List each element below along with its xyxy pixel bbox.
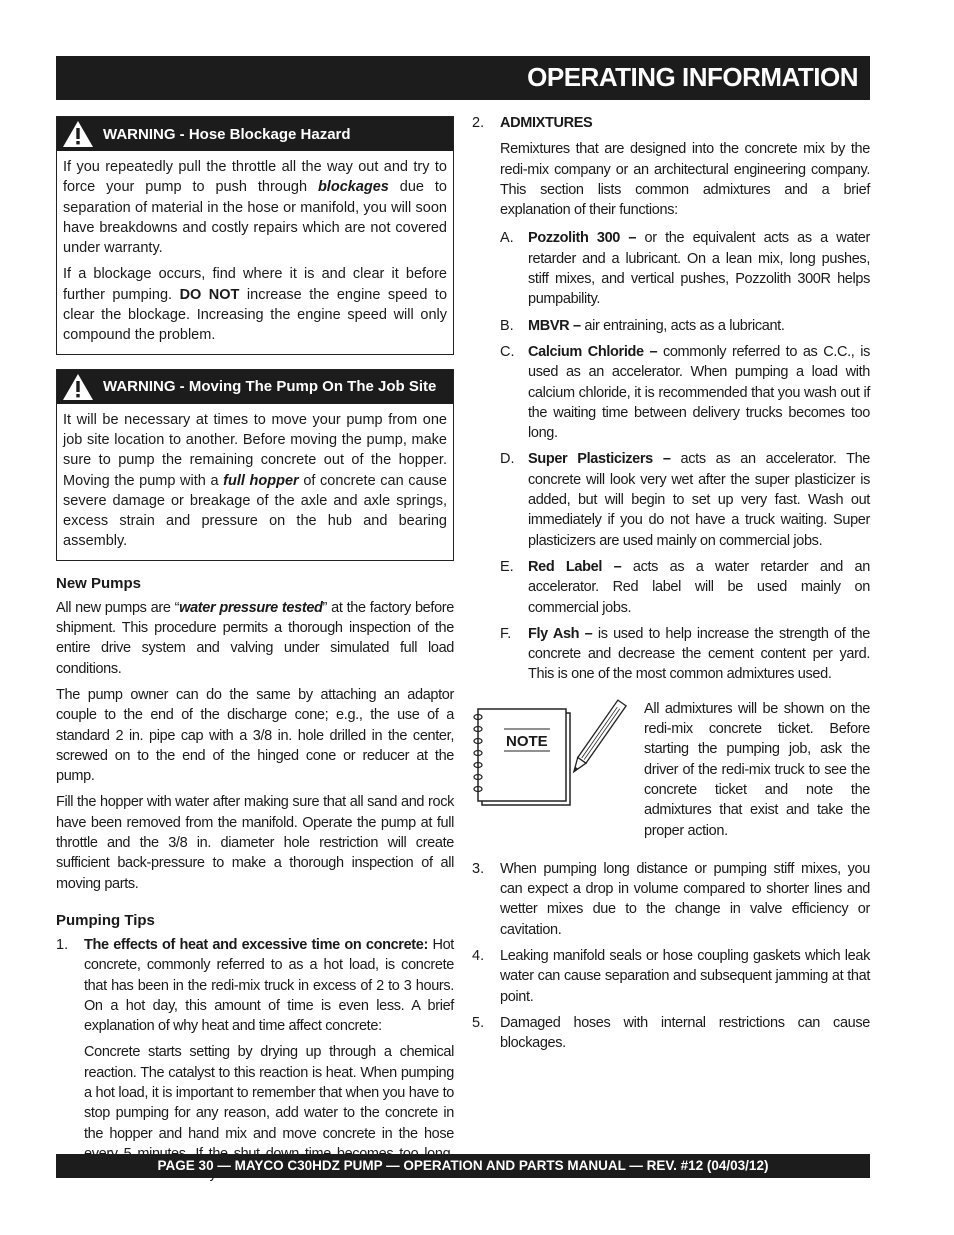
item-bold: MBVR –	[528, 317, 581, 334]
item-letter: F.	[500, 625, 512, 642]
item-text	[84, 935, 454, 1036]
list-item	[500, 449, 870, 550]
item-bold: Fly Ash –	[528, 625, 593, 642]
item-number: 1.	[56, 936, 69, 953]
item-bold: Super Plasticizers –	[528, 451, 671, 468]
warning-triangle-icon	[61, 119, 95, 149]
warning-hose-blockage	[56, 116, 454, 355]
item-letter: B.	[500, 317, 514, 334]
right-column	[472, 113, 870, 1059]
warning-triangle-icon	[61, 372, 95, 402]
item-text: When pumping long distance or pumping stiff mixes, you can expect a drop in volume compared to shorter lines and wetter mixes due to the change in valve efficiency or cavitation.	[500, 860, 870, 938]
paragraph: Concrete starts setting by drying up through a chemical reaction. The catalyst to this reaction is heat. When pumping a hot load, it is important to remember that when you have to stop pumping for any reason, add water to the concrete in the hopper and hand mix and move concrete in the hose	[84, 1044, 454, 1142]
section-heading-admixtures: ADMIXTURES	[500, 115, 593, 131]
warning-paragraph	[63, 264, 447, 345]
left-column	[56, 116, 454, 1190]
item-number: 2.	[472, 115, 485, 131]
text: All new pumps are “	[56, 599, 180, 616]
item-text: Damaged hoses with internal restrictions can cause blockages.	[500, 1014, 870, 1052]
item-text: Leaking manifold seals or hose coupling gaskets which leak water can cause separation and subsequent jamming at that point.	[500, 947, 870, 1005]
emphasis: DO NOT	[179, 286, 240, 303]
text: air entraining, acts as a lubricant.	[580, 317, 785, 334]
warning-title: WARNING - Moving The Pump On The Job Site	[103, 378, 437, 396]
item-text	[528, 449, 870, 550]
emphasis: full hopper	[223, 472, 299, 489]
warning-header	[57, 370, 453, 404]
list-item-admixtures	[472, 113, 870, 133]
item-number: 3.	[472, 860, 485, 877]
warning-moving-pump	[56, 369, 454, 561]
note-text: All admixtures will be shown on the redi-mix concrete ticket. Before starting the pumping job, ask the driver of the redi-mix truck to see the concrete ticket and note the admixtures that exist and take the proper action.	[644, 700, 870, 839]
page-title: OPERATING INFORMATION	[527, 62, 858, 92]
warning-paragraph	[63, 410, 447, 552]
paragraph: Remixtures that are designed into the concrete mix by the redi-mix company or an architectural engineering company. This section lists common admixtures and a brief explanation of their functions:	[500, 141, 870, 219]
item-bold: The effects of heat and excessive time on concrete:	[84, 936, 428, 953]
item-bold: Calcium Chloride –	[528, 343, 658, 360]
page-footer: PAGE 30 — MAYCO C30HDZ PUMP — OPERATION AND PARTS MANUAL — REV. #12 (04/03/12)	[56, 1154, 870, 1178]
list-item	[472, 946, 870, 1007]
paragraph: Fill the hopper with water after making sure that all sand and rock have been removed from the manifold. Operate the pump at full throttle and the 3/8 in. diameter hole restriction will create sufficient back-pressure to make a thorough inspection of all moving parts.	[56, 794, 454, 892]
item-bold: Pozzolith 300 –	[528, 230, 637, 247]
item-bold: Red Label –	[528, 558, 622, 575]
list-item	[472, 859, 870, 940]
text: is used to help increase the strength of the concrete and decrease the cement content per yard. This is one of the most common admixtures used.	[528, 625, 870, 683]
text: increase the engine speed to clear the blockage. Increasing the engine speed will only compound the problem.	[63, 286, 448, 344]
text: commonly referred to as C.C., is used as an accelerator. When pumping a load with calcium chloride, it is recommended that you wash out if the waiting time between delivery trucks becomes too long.	[528, 343, 870, 442]
section-heading-new-pumps: New Pumps	[56, 574, 142, 592]
item-text	[528, 316, 870, 336]
warning-title: WARNING - Hose Blockage Hazard	[103, 125, 351, 143]
warning-body	[57, 404, 453, 560]
item-text	[528, 624, 870, 685]
item-letter: A.	[500, 230, 514, 247]
header-bar	[56, 56, 870, 100]
emphasis: water pressure tested	[179, 599, 323, 616]
item-text	[528, 228, 870, 309]
warning-header	[57, 117, 453, 151]
item-number: 4.	[472, 947, 485, 964]
text: or the equivalent acts as a water retarder and a lubricant. On a lean mix, long pushes, stiff mixes, and vertical pushes, Pozzolith 300R helps pumpability.	[528, 230, 870, 308]
list-item	[500, 557, 870, 618]
item-letter: D.	[500, 451, 515, 468]
text: Hot concrete, commonly referred to as a hot load, is concrete that has been in the redi-mix truck in excess of 2 to 3 hours. On a hot day, this amount of time is even less. A brief explanation of why heat and time affect concrete:	[84, 936, 454, 1035]
text: ” at the factory before shipment. This procedure permits a thorough inspection of the entire drive system and valving under simulated full load conditions.	[56, 599, 454, 677]
text: It will be necessary at times to move your pump from one job site location to another. Before moving the pump, make sure to pump the remaining concrete out of the hopper. Moving the pump with a	[63, 411, 447, 489]
list-item	[500, 624, 870, 685]
note-label: NOTE	[506, 732, 548, 750]
item-text	[528, 342, 870, 443]
item-number: 5.	[472, 1014, 485, 1031]
item-letter: E.	[500, 558, 514, 575]
text: If you repeatedly pull the throttle all the way out and try to force your pump to push through	[63, 159, 447, 196]
text: of concrete can cause severe damage or breakage of the axle and axle springs, excess strain and pressure on the hub and bearing assembly.	[63, 472, 447, 550]
text: If a blockage occurs, find where it is and clear it before further pumping.	[63, 266, 447, 303]
item-text	[528, 557, 870, 618]
text: acts as an accelerator. The concrete will look very wet after the super plasticizer is added, but will begin to set up very fast. Wash out immediately if you do not have a truck waiting. Super plasticizers are used mainly on commercial jobs.	[528, 451, 871, 549]
list-item	[56, 935, 454, 1036]
notepad-pencil-icon	[472, 699, 644, 819]
note-graphic	[472, 699, 644, 819]
section-heading-pumping-tips: Pumping Tips	[56, 911, 155, 929]
list-item	[500, 342, 870, 443]
paragraph: The pump owner can do the same by attaching an adaptor couple to the end of the discharge cone; e.g., the use of a standard 2 in. pipe cap with a 3/8 in. hole drilled in the center, screwed on to the end of the hinged cone or reducer at the pump.	[56, 686, 454, 785]
emphasis: blockages	[317, 179, 389, 196]
list-item	[500, 316, 870, 336]
list-item	[472, 1013, 870, 1054]
item-letter: C.	[500, 343, 515, 360]
warning-paragraph	[63, 157, 447, 258]
note-block	[472, 699, 870, 841]
list-item	[500, 228, 870, 309]
paragraph	[56, 598, 454, 679]
warning-body	[57, 151, 453, 354]
text: due to separation of material in the hose or manifold, you will soon have breakdowns and costly repairs which are not covered under warranty.	[63, 179, 447, 257]
text: acts as a water retarder and an accelerator. Red label will be used mainly on commercial jobs.	[528, 558, 870, 616]
